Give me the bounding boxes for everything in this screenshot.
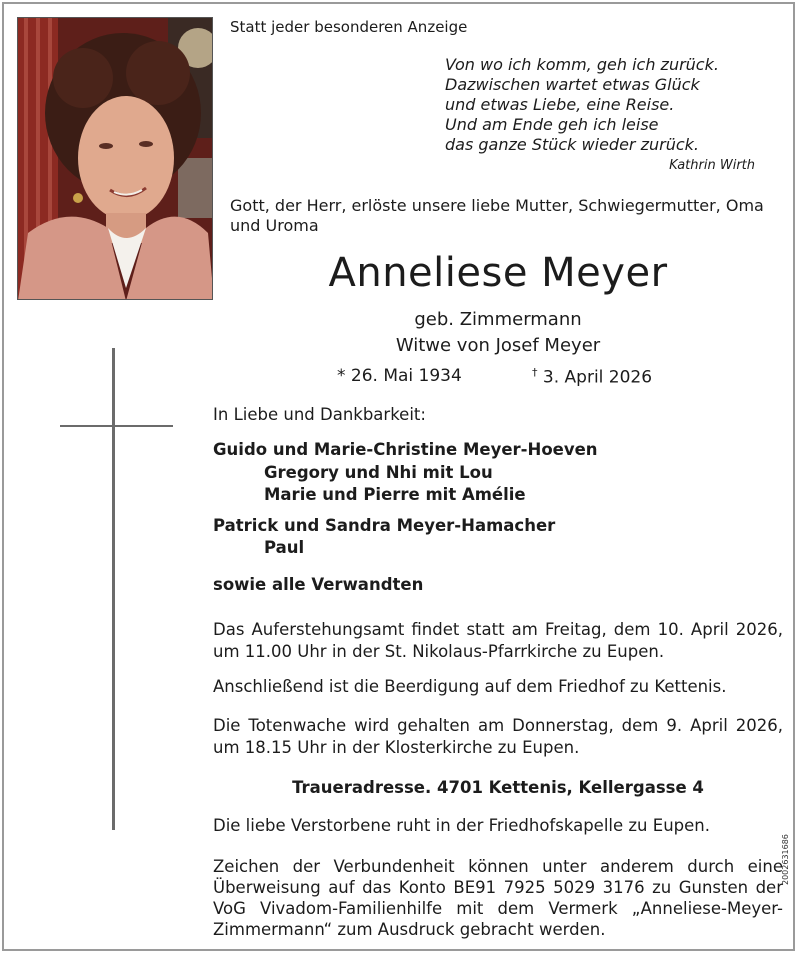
death-date-line	[532, 366, 652, 388]
poem-line: Von wo ich komm, geh ich zurück.	[445, 55, 719, 74]
mourning-address: Traueradresse. 4701 Kettenis, Kellergasse 4	[292, 778, 704, 797]
intro-text: Statt jeder besonderen Anzeige	[230, 18, 468, 36]
family-1-member: Marie und Pierre mit Amélie	[264, 485, 526, 504]
death-cross-symbol: †	[532, 366, 538, 379]
maiden-name: geb. Zimmermann	[414, 309, 582, 330]
rest-info: Die liebe Verstorbene ruht in der Friedhofskapelle zu Eupen.	[213, 816, 710, 835]
family-1: Guido und Marie-Christine Meyer-Hoeven	[213, 440, 598, 459]
poem-line: und etwas Liebe, eine Reise.	[445, 95, 675, 114]
relatives: sowie alle Verwandten	[213, 575, 424, 594]
family-1-member: Gregory und Nhi mit Lou	[264, 463, 493, 482]
widow-of: Witwe von Josef Meyer	[395, 335, 601, 356]
donation-info: Zeichen der Verbundenheit können unter anderem durch eine Überweisung auf das Konto BE91 7925 5029 3176 zu Gunsten der VoG Vivadom-Familienhilfe mit dem Vermerk „Anneliese-Meyer-Zimmermann“ zum Ausdruck gebracht werden.	[213, 857, 783, 939]
mourners-intro: In Liebe und Dankbarkeit:	[213, 405, 426, 424]
death-date: 3. April 2026	[542, 367, 653, 388]
burial-info: Anschließend ist die Beerdigung auf dem Friedhof zu Kettenis.	[213, 677, 727, 696]
cross-vertical	[112, 348, 115, 830]
family-2-member: Paul	[264, 538, 305, 557]
poem	[445, 55, 719, 155]
poem-line: Und am Ende geh ich leise	[445, 115, 659, 134]
deceased-name: Anneliese Meyer	[328, 250, 668, 296]
portrait-photo	[17, 17, 213, 300]
birth-date: * 26. Mai 1934	[337, 366, 462, 386]
poem-author: Kathrin Wirth	[669, 158, 755, 173]
cross-horizontal	[60, 425, 173, 427]
announcement-text: Gott, der Herr, erlöste unsere liebe Mutter, Schwiegermutter, Oma und Uroma	[230, 196, 764, 235]
wake-info: Die Totenwache wird gehalten am Donnerstag, dem 9. April 2026, um 18.15 Uhr in der Klosterkirche zu Eupen.	[213, 716, 783, 757]
family-2: Patrick und Sandra Meyer-Hamacher	[213, 516, 556, 535]
service-info: Das Auferstehungsamt findet statt am Freitag, dem 10. April 2026, um 11.00 Uhr in der St. Nikolaus-Pfarrkirche zu Eupen.	[213, 620, 783, 661]
poem-line: das ganze Stück wieder zurück.	[445, 135, 699, 154]
reference-code: 2002631686	[781, 834, 790, 885]
poem-line: Dazwischen wartet etwas Glück	[445, 75, 700, 94]
